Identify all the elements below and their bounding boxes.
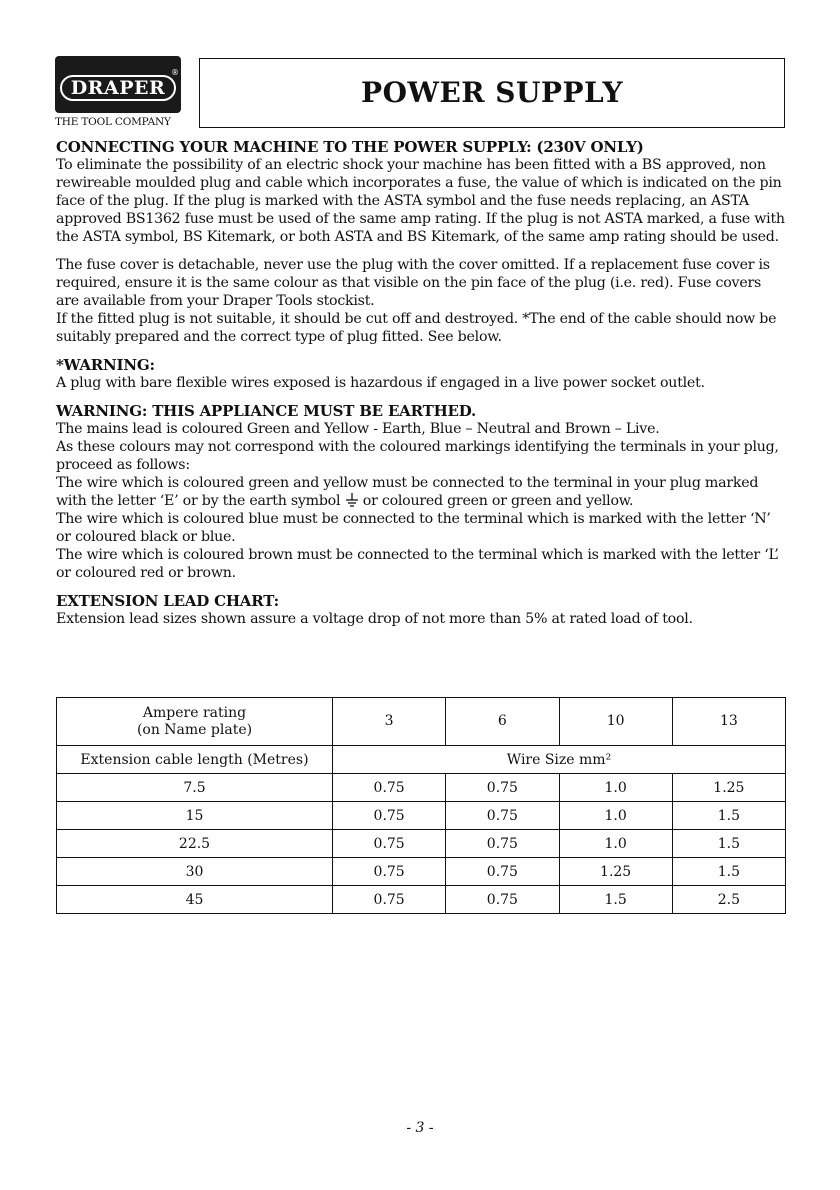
earth-symbol-icon <box>345 493 359 507</box>
amp-cell: 3 <box>333 698 446 746</box>
table-subheader-row <box>57 746 786 774</box>
earth-text-b: or coloured green or green and yellow. <box>362 493 634 509</box>
size-cell: 0.75 <box>333 886 446 914</box>
size-cell: 0.75 <box>333 774 446 802</box>
length-cell: 7.5 <box>57 774 333 802</box>
length-label-cell: Extension cable length (Metres) <box>57 746 333 774</box>
table-row <box>57 858 786 886</box>
length-cell: 30 <box>57 858 333 886</box>
ampere-label-cell <box>57 698 333 746</box>
connecting-paragraph-1: To eliminate the possibility of an electric shock your machine has been fitted with a BS approved, non rewireable moulded plug and cable which incorporates a fuse, the value of which is indicated on the pin face of the plug. If the plug is marked with the ASTA symbol and the fuse needs replacing, an ASTA approved BS1362 fuse must be used of the same amp rating. If the plug is not ASTA marked, a fuse with the ASTA symbol, BS Kitemark, or both ASTA and BS Kitemark, of the same amp rating should be used. <box>56 157 785 245</box>
length-cell: 45 <box>57 886 333 914</box>
size-cell: 1.5 <box>672 802 785 830</box>
size-cell: 0.75 <box>333 830 446 858</box>
draper-logo <box>55 56 183 130</box>
size-cell: 0.75 <box>446 802 559 830</box>
warning-paragraph: A plug with bare flexible wires exposed is hazardous if engaged in a live power socket outlet. <box>56 375 705 391</box>
size-cell: 0.75 <box>446 858 559 886</box>
extension-heading: EXTENSION LEAD CHART: <box>56 592 279 610</box>
size-cell: 0.75 <box>333 858 446 886</box>
table-row <box>57 886 786 914</box>
amp-cell: 6 <box>446 698 559 746</box>
warning-heading: *WARNING: <box>56 356 155 374</box>
extension-paragraph: Extension lead sizes shown assure a voltage drop of not more than 5% at rated load of tool. <box>56 611 693 627</box>
earthed-paragraph-3 <box>56 474 787 510</box>
logo-badge <box>55 56 181 113</box>
ampere-label-line2: (on Name plate) <box>136 721 253 738</box>
size-cell: 1.5 <box>672 830 785 858</box>
earthed-paragraph-2: As these colours may not correspond with the coloured markings identifying the terminals in your plug, proceed as follows: <box>56 439 779 473</box>
size-cell: 1.5 <box>672 858 785 886</box>
connecting-paragraph-2: The fuse cover is detachable, never use the plug with the cover omitted. If a replacement fuse cover is required, ensure it is the same colour as that visible on the pin face of the plug (i.e. red). Fuse covers are available from your Draper Tools stockist. <box>56 257 770 309</box>
logo-tagline: THE TOOL COMPANY <box>55 116 171 128</box>
size-cell: 1.25 <box>672 774 785 802</box>
earthed-warning-heading: WARNING: THIS APPLIANCE MUST BE EARTHED. <box>56 402 477 420</box>
size-cell: 0.75 <box>333 802 446 830</box>
earthed-paragraph-5: The wire which is coloured brown must be connected to the terminal which is marked with the letter ‘L’ or coloured red or brown. <box>56 547 779 581</box>
page-number: - 3 - <box>406 1120 434 1136</box>
earthed-paragraph-4: The wire which is coloured blue must be connected to the terminal which is marked with the letter ‘N’ or coloured black or blue. <box>56 511 771 545</box>
connecting-paragraph-3: If the fitted plug is not suitable, it should be cut off and destroyed. *The end of the cable should now be suitably prepared and the correct type of plug fitted. See below. <box>56 311 777 345</box>
size-cell: 0.75 <box>446 886 559 914</box>
table-row <box>57 774 786 802</box>
length-cell: 15 <box>57 802 333 830</box>
length-cell: 22.5 <box>57 830 333 858</box>
ampere-label-line1: Ampere rating <box>142 704 247 721</box>
size-cell: 2.5 <box>672 886 785 914</box>
amp-cell: 13 <box>672 698 785 746</box>
earth-text-a: The wire which is coloured green and yellow must be connected to the terminal in your plug marked with the letter ‘E’ or by the earth symbol <box>56 475 759 509</box>
size-cell: 0.75 <box>446 830 559 858</box>
size-cell: 1.25 <box>559 858 672 886</box>
wire-size-label-cell: Wire Size mm² <box>333 746 786 774</box>
connecting-heading: CONNECTING YOUR MACHINE TO THE POWER SUPPLY: (230V ONLY) <box>56 138 644 156</box>
size-cell: 1.0 <box>559 774 672 802</box>
title-box <box>199 58 785 128</box>
table-row <box>57 802 786 830</box>
size-cell: 0.75 <box>446 774 559 802</box>
registered-mark: ® <box>171 68 179 77</box>
amp-cell: 10 <box>559 698 672 746</box>
extension-lead-table <box>56 697 786 914</box>
size-cell: 1.0 <box>559 830 672 858</box>
page-title: POWER SUPPLY <box>361 76 623 109</box>
size-cell: 1.0 <box>559 802 672 830</box>
earthed-paragraph-1: The mains lead is coloured Green and Yellow - Earth, Blue – Neutral and Brown – Live. <box>56 421 660 437</box>
size-cell: 1.5 <box>559 886 672 914</box>
logo-brand: DRAPER <box>60 75 176 101</box>
table-row <box>57 830 786 858</box>
table-header-row <box>57 698 786 746</box>
content <box>56 138 787 628</box>
